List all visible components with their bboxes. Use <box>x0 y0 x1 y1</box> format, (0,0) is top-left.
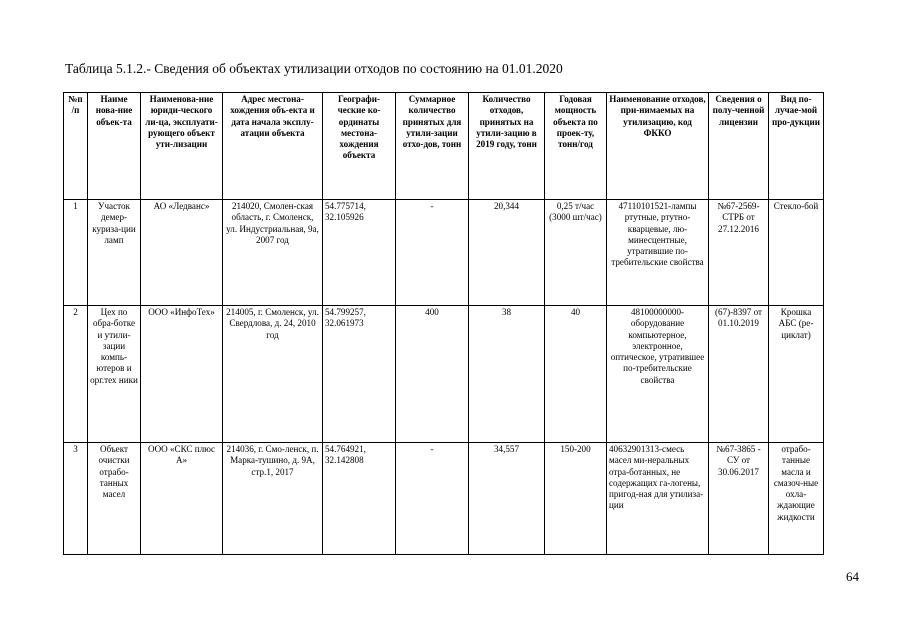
empty-header-cell <box>824 93 864 200</box>
table-row <box>64 443 864 555</box>
object-name-cell: Цех по обра-ботке и утили-зации компь-ютеров и орг.тех ники <box>88 306 141 443</box>
capacity-cell: 0,25 т/час (3000 шт/час) <box>545 200 607 306</box>
header-cell: Географи-ческие ко-ординаты местона-хождения объекта <box>323 93 396 200</box>
waste-type-cell: 48100000000-оборудование компьютерное, электронное, оптическое, утратившее по-требительские свойства <box>607 306 709 443</box>
product-cell: Крошка АБС (ре-циклат) <box>769 306 824 443</box>
coordinates-cell: 54.764921, 32.142808 <box>323 443 396 555</box>
legal-entity-cell: ООО «СКС плюс А» <box>141 443 223 555</box>
header-cell: Наиме нова-ние объек-та <box>88 93 141 200</box>
license-cell: №67-2569-СТРБ от 27.12.2016 <box>709 200 769 306</box>
legal-entity-cell: АО «Ледванс» <box>141 200 223 306</box>
header-cell: №п /п <box>64 93 88 200</box>
coordinates-cell: 54.799257, 32.061973 <box>323 306 396 443</box>
received-2019-cell: 38 <box>469 306 545 443</box>
table-row <box>64 200 864 306</box>
address-cell: 214005, г. Смоленск, ул. Свердлова, д. 24, 2010 год <box>223 306 323 443</box>
received-2019-cell: 34,557 <box>469 443 545 555</box>
table-row <box>64 306 864 443</box>
header-cell: Наименова-ние юриди-ческого ли-ца, эксплуати-рующего объект ути-лизации <box>141 93 223 200</box>
header-cell: Вид по-лучае-мой про-дукции <box>769 93 824 200</box>
object-name-cell: Объект очистки отрабо-танных масел <box>88 443 141 555</box>
coordinates-cell: 54.775714, 32.105926 <box>323 200 396 306</box>
legal-entity-cell: ООО «ИнфоТех» <box>141 306 223 443</box>
license-cell: (67)-8397 от 01.10.2019 <box>709 306 769 443</box>
capacity-cell: 40 <box>545 306 607 443</box>
row-number-cell: 1 <box>64 200 88 306</box>
header-cell: Суммарное количество принятых для утили-зации отхо-дов, тонн <box>396 93 469 200</box>
total-waste-cell: - <box>396 443 469 555</box>
total-waste-cell: - <box>396 200 469 306</box>
capacity-cell: 150-200 <box>545 443 607 555</box>
waste-type-cell: 47110101521-лампы ртутные, ртутно-кварцевые, лю-минесцентные, утратившие по-требительские свойства <box>607 200 709 306</box>
header-cell: Наименование отходов, при-нимаемых на утилизацию, код ФККО <box>607 93 709 200</box>
header-cell: Годовая мощность объекта по проек-ту, тонн/год <box>545 93 607 200</box>
header-cell: Сведения о полу-ченной лицензии <box>709 93 769 200</box>
page-number: 64 <box>846 569 859 584</box>
license-cell: №67-3865 - СУ от 30.06.2017 <box>709 443 769 555</box>
spacer-cell <box>824 200 864 306</box>
received-2019-cell: 20,344 <box>469 200 545 306</box>
header-cell: Количество отходов, принятых на утили-зацию в 2019 году, тонн <box>469 93 545 200</box>
product-cell: отрабо-танные масла и смазоч-ные охла-ждающие жидкости <box>769 443 824 555</box>
object-name-cell: Участок демер-куриза-ции ламп <box>88 200 141 306</box>
product-cell: Стекло-бой <box>769 200 824 306</box>
address-cell: 214036, г. Смо-ленск, п. Марка-тушино, д. 9А, стр.1, 2017 <box>223 443 323 555</box>
total-waste-cell: 400 <box>396 306 469 443</box>
spacer-cell <box>824 443 864 555</box>
waste-facilities-table <box>63 92 864 555</box>
waste-type-cell: 40632901313-смесь масел ми-неральных отра-ботанных, не содержащих га-логены, пригод-ная для утилиза-ции <box>607 443 709 555</box>
spacer-cell <box>824 306 864 443</box>
row-number-cell: 2 <box>64 306 88 443</box>
row-number-cell: 3 <box>64 443 88 555</box>
table-caption: Таблица 5.1.2.- Сведения об объектах утилизации отходов по состоянию на 01.01.2020 <box>65 61 563 76</box>
table-header-row <box>64 93 864 200</box>
header-cell: Адрес местона-хождения объ-екта и дата начала эксплу-атации объекта <box>223 93 323 200</box>
address-cell: 214020, Смолен-ская область, г. Смоленск, ул. Индустриальная, 9а, 2007 год <box>223 200 323 306</box>
